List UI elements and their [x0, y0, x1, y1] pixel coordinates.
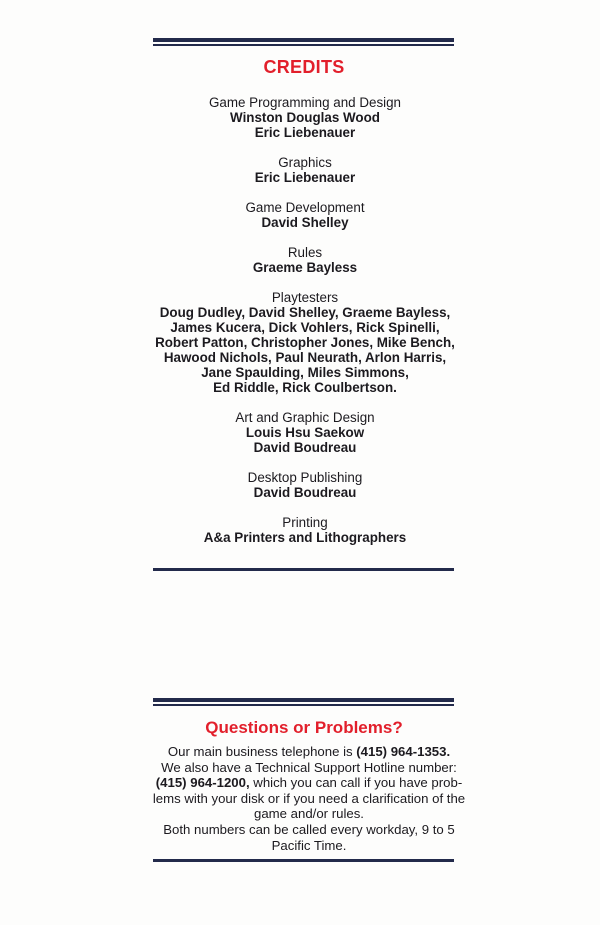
support-line: [150, 775, 468, 791]
credit-group-programming: [0, 95, 600, 140]
credit-name: David Boudreau: [253, 485, 357, 500]
credit-group-printing: [0, 515, 600, 545]
credits-heading: CREDITS: [263, 57, 345, 77]
credit-name: Louis Hsu Saekow: [245, 425, 365, 440]
credit-name: David Boudreau: [253, 440, 357, 455]
support-line: lems with your disk or if you need a clarification of the: [152, 790, 466, 806]
credit-name: Winston Douglas Wood: [230, 110, 380, 125]
credit-name: Jane Spaulding, Miles Simmons,: [201, 365, 409, 380]
questions-heading: Questions or Problems?: [205, 718, 403, 737]
top-divider: [153, 38, 454, 46]
credit-name: Eric Liebenauer: [254, 125, 356, 140]
support-line: We also have a Technical Support Hotline number:: [161, 759, 457, 775]
credit-role: Game Development: [245, 200, 365, 215]
credit-group-rules: [0, 245, 600, 275]
credit-group-playtesters: [0, 290, 600, 395]
credit-name: James Kucera, Dick Vohlers, Rick Spinelli,: [170, 320, 440, 335]
support-text: which you can call if you have prob-: [249, 775, 463, 791]
credit-name: David Shelley: [261, 215, 349, 230]
credit-role: Playtesters: [271, 290, 339, 305]
credit-name: A&a Printers and Lithographers: [203, 530, 407, 545]
credit-name: Eric Liebenauer: [254, 170, 356, 185]
credit-group-graphics: [0, 155, 600, 185]
bottom-divider: [153, 859, 454, 862]
support-line: [150, 744, 468, 760]
credit-group-art: [0, 410, 600, 455]
credits-bottom-divider: [153, 568, 454, 571]
questions-top-divider: [153, 698, 454, 706]
credit-role: Printing: [282, 515, 328, 530]
credit-name: Robert Patton, Christopher Jones, Mike Bench,: [155, 335, 455, 350]
support-line: Both numbers can be called every workday, 9 to 5: [163, 821, 455, 837]
support-text: Our main business telephone is: [167, 744, 357, 759]
support-line: game and/or rules.: [254, 806, 364, 822]
credits-list: [0, 95, 600, 560]
main-phone-number: (415) 964-1353.: [356, 744, 451, 759]
credit-name: Ed Riddle, Rick Coulbertson.: [213, 380, 397, 395]
credit-group-publishing: [0, 470, 600, 500]
credit-role: Art and Graphic Design: [235, 410, 375, 425]
credit-name: Hawood Nichols, Paul Neurath, Arlon Harris,: [163, 350, 447, 365]
credit-name: Graeme Bayless: [252, 260, 358, 275]
credit-role: Game Programming and Design: [208, 95, 402, 110]
support-info: [150, 744, 468, 853]
credit-role: Desktop Publishing: [247, 470, 363, 485]
support-line: Pacific Time.: [271, 837, 347, 853]
hotline-phone-number: (415) 964-1200,: [155, 775, 250, 791]
credit-role: Graphics: [278, 155, 332, 170]
credit-name: Doug Dudley, David Shelley, Graeme Bayless,: [159, 305, 451, 320]
credit-group-development: [0, 200, 600, 230]
credit-role: Rules: [287, 245, 323, 260]
